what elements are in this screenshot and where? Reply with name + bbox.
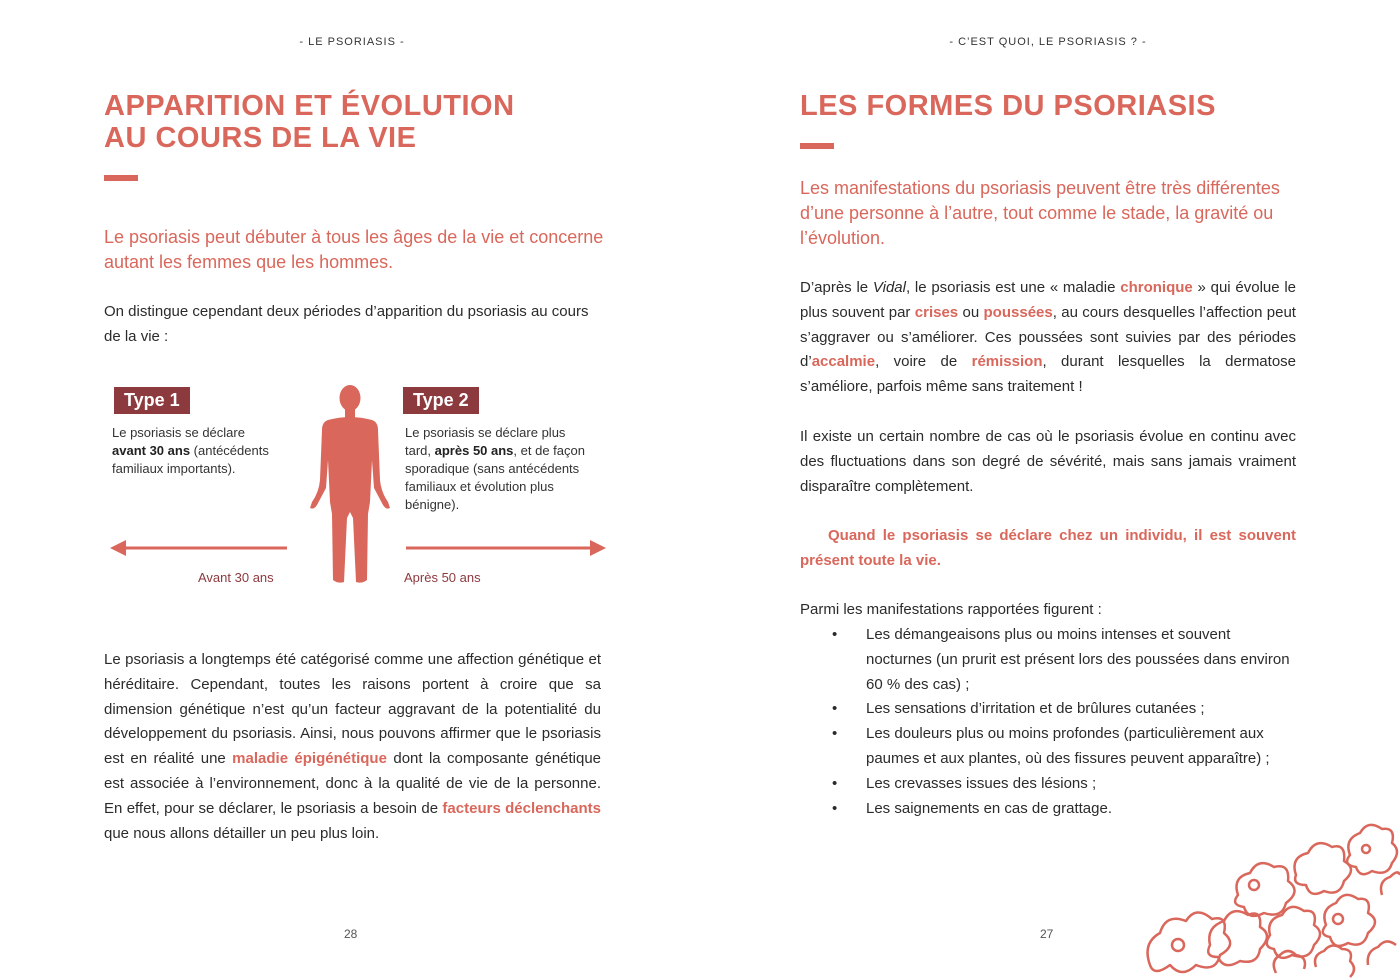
lead-paragraph: Le psoriasis peut débuter à tous les âges de la vie et concerne autant les femmes que les hommes. bbox=[104, 227, 604, 272]
after-50-label: Après 50 ans bbox=[404, 570, 481, 585]
before-30-label: Avant 30 ans bbox=[198, 570, 274, 585]
psoriasis-pattern-decoration bbox=[1120, 815, 1400, 980]
running-head: - LE PSORIASIS - bbox=[299, 36, 405, 48]
before-30-arrow-icon bbox=[110, 538, 290, 558]
type-2-badge: Type 2 bbox=[403, 387, 479, 414]
after-50-arrow-icon bbox=[404, 538, 606, 558]
continuous-paragraph: Il existe un certain nombre de cas où le psoriasis évolue en continu avec des fluctuations dans son degré de sévérité, mais sans jamais vraiment disparaître complètement. bbox=[800, 428, 1296, 495]
page-number: 28 bbox=[344, 927, 358, 941]
bullet-icon: • bbox=[832, 774, 838, 792]
list-item: • Les crevasses issues des lésions ; bbox=[800, 772, 1300, 797]
bullet-icon: • bbox=[832, 725, 838, 743]
highlight-accalmie: accalmie bbox=[811, 353, 876, 371]
bullet-icon: • bbox=[832, 626, 838, 643]
type-2-age: après 50 ans bbox=[434, 443, 514, 458]
highlight-chronique: chronique bbox=[1120, 279, 1193, 296]
highlight-remission: rémission bbox=[971, 353, 1043, 371]
type-1-age: avant 30 ans bbox=[112, 443, 191, 458]
type-1-description: Le psoriasis se déclare avant 30 ans (antécédents familiaux importants). bbox=[112, 425, 269, 476]
highlight-epigenetic: maladie épigénétique bbox=[232, 750, 387, 768]
list-item: • Les douleurs plus ou moins profondes (particulièrement aux paumes et aux plantes, où des fissures peuvent apparaître) ; bbox=[800, 722, 1300, 772]
type-2-description: Le psoriasis se déclare plus tard, après 50 ans, et de façon sporadique (sans antécédents familiaux et évolution plus bénigne). bbox=[405, 425, 585, 512]
list-item: • Les démangeaisons plus ou moins intenses et souvent nocturnes (un prurit est présent lors des poussées dans environ 60 % des cas) ; bbox=[800, 623, 1300, 697]
title-line-1: APPARITION ET ÉVOLUTION bbox=[104, 90, 515, 122]
highlight-triggers: facteurs déclenchants bbox=[442, 799, 601, 817]
bullet-icon: • bbox=[832, 700, 838, 718]
right-page bbox=[700, 0, 1400, 980]
page-title: LES FORMES DU PSORIASIS bbox=[800, 90, 1216, 122]
manifestations-intro: Parmi les manifestations rapportées figurent : bbox=[800, 601, 1102, 618]
intro-paragraph: On distingue cependant deux périodes d’apparition du psoriasis au cours de la vie : bbox=[104, 303, 589, 345]
lead-paragraph: Les manifestations du psoriasis peuvent être très différentes d’une personne à l’autre, tout comme le stade, la gravité ou l’évolution. bbox=[800, 178, 1280, 248]
page-title bbox=[104, 90, 524, 154]
human-figure-icon bbox=[306, 384, 394, 586]
emphasis-paragraph: Quand le psoriasis se déclare chez un individu, il est souvent présent toute la vie. bbox=[800, 527, 1296, 569]
title-underline bbox=[800, 143, 834, 149]
bullet-icon: • bbox=[832, 799, 838, 817]
body-paragraph: Le psoriasis a longtemps été catégorisé comme une affection génétique et héréditaire. Cependant, toutes les raisons portent à croire que sa dimension génétique n’est qu’un facteur aggravant de la potentialité du développement du psoriasis. Ainsi, nous pouvons affirmer que le psoriasis est en réalité une maladie épigénétique dont la composante génétique est associée à l’environnement, donc à la qualité de vie de la personne. En effet, pour se déclarer, le psoriasis a besoin de facteurs déclenchants que nous allons détailler un peu plus loin. bbox=[104, 651, 602, 842]
definition-paragraph: D’après le Vidal, le psoriasis est une « maladie chronique » qui évolue le plus souvent par crises ou poussées, au cours desquelles l’affection peut s’aggraver ou s’améliorer. Ces poussées sont suivies par des périodes d’accalmie, voire de rémission, durant lesquelles la dermatose s’améliore, parfois même sans traitement ! bbox=[800, 279, 1297, 396]
title-line-2: AU COURS DE LA VIE bbox=[104, 122, 417, 154]
highlight-crises: crises bbox=[914, 303, 959, 321]
list-item: • Les sensations d’irritation et de brûlures cutanées ; bbox=[800, 697, 1300, 722]
manifestations-list bbox=[800, 623, 1300, 821]
vidal-reference: Vidal bbox=[872, 279, 906, 296]
page-number: 27 bbox=[1040, 927, 1054, 941]
list-item: • Les saignements en cas de grattage. bbox=[800, 797, 1300, 822]
highlight-poussees: poussées bbox=[983, 303, 1053, 321]
type-1-badge: Type 1 bbox=[114, 387, 190, 414]
title-underline bbox=[104, 175, 138, 181]
running-head: - C’EST QUOI, LE PSORIASIS ? - bbox=[949, 36, 1147, 48]
